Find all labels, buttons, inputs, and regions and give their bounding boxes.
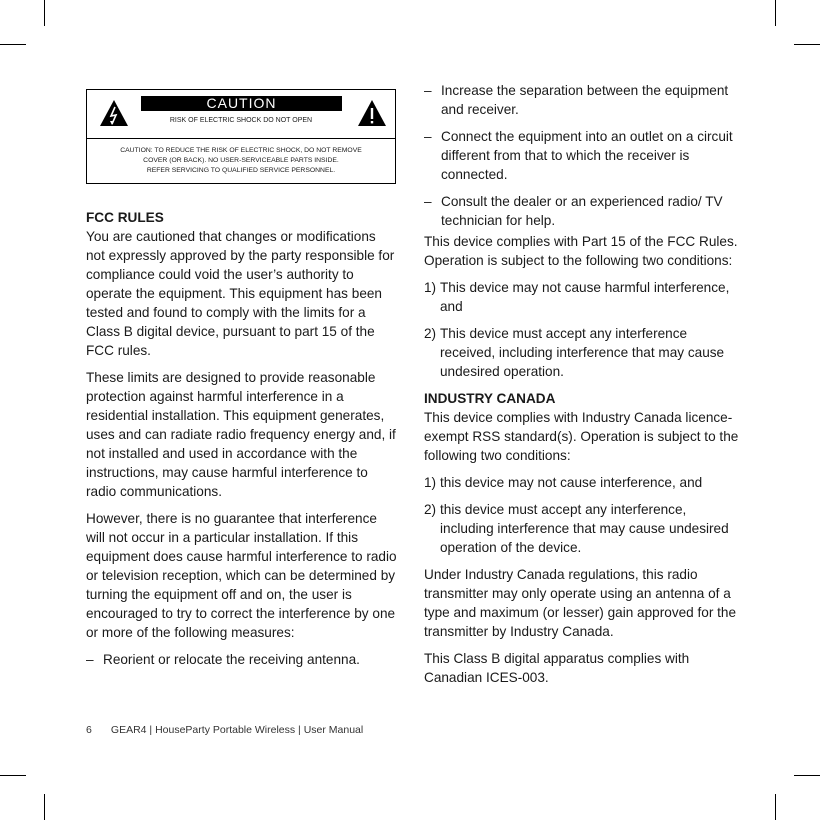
dash-bullet: – — [86, 652, 94, 667]
measure-text: Consult the dealer or an experienced radio/ TV technician for help. — [441, 194, 723, 228]
dash-bullet: – — [424, 129, 432, 144]
caution-warning-text — [87, 146, 395, 176]
crop-mark — [0, 44, 26, 45]
industry-canada-regulation-text: Under Industry Canada regulations, this radio transmitter may only operate using an antenna of a type and maximum (or lesser) gain approved for the transmitter by Industry Canada. — [424, 567, 737, 639]
measure-list-item — [424, 127, 742, 184]
fcc-heading: FCC RULES — [86, 210, 164, 225]
condition-number: 1) — [424, 475, 437, 490]
measure-text: Reorient or relocate the receiving antenna. — [103, 652, 360, 667]
page-footer — [86, 724, 363, 736]
measure-text: Connect the equipment into an outlet on a circuit different from that to which the receiver is connected. — [441, 129, 733, 182]
measure-text: Increase the separation between the equipment and receiver. — [441, 83, 729, 117]
condition-list-item — [424, 500, 742, 557]
industry-canada-heading: INDUSTRY CANADA — [424, 391, 556, 406]
fcc-paragraph: These limits are designed to provide reasonable protection against harmful interference in a residential installation. This equipment generates, uses and can radiate radio frequency energy and, if not installed and used in accordance with the instructions, may cause harmful interference to radio communications. — [86, 370, 396, 499]
condition-list-item — [424, 278, 742, 316]
fcc-paragraph: You are cautioned that changes or modifications not expressly approved by the party responsible for compliance could void the user’s authority to operate the equipment. This equipment has been tested and found to comply with the limits for a Class B digital device, pursuant to part 15 of the FCC rules. — [86, 229, 395, 358]
industry-canada-intro: This device complies with Industry Canada licence-exempt RSS standard(s). Operation is subject to the following two conditions: — [424, 410, 739, 463]
industry-canada-section — [424, 389, 742, 465]
crop-mark — [794, 44, 820, 45]
dash-bullet: – — [424, 194, 432, 209]
caution-subtitle: RISK OF ELECTRIC SHOCK DO NOT OPEN — [169, 117, 313, 124]
caution-label-top — [87, 90, 395, 139]
condition-number: 2) — [424, 326, 437, 341]
right-column — [424, 81, 742, 695]
condition-text: This device may not cause harmful interference, and — [440, 280, 730, 314]
caution-label — [86, 89, 396, 184]
caution-title: CAUTION — [141, 96, 342, 111]
left-column — [86, 208, 398, 677]
industry-canada-ices-text: This Class B digital apparatus complies with Canadian ICES-003. — [424, 651, 690, 685]
fcc-part15-text: This device complies with Part 15 of the FCC Rules. Operation is subject to the following two conditions: — [424, 234, 738, 268]
condition-number: 1) — [424, 280, 437, 295]
condition-text: This device must accept any interference received, including interference that may cause undesired operation. — [440, 326, 725, 379]
fcc-paragraph: However, there is no guarantee that interference will not occur in a particular installation. If this equipment does cause harmful interference to radio or television reception, which can be determined by turning the equipment off and on, the user is encouraged to try to correct the interference by one or more of the following measures: — [86, 511, 397, 640]
measure-list-item — [424, 192, 742, 230]
condition-list-item — [424, 324, 742, 381]
crop-mark — [794, 775, 820, 776]
fcc-section — [86, 208, 398, 360]
crop-mark — [775, 0, 776, 26]
crop-mark — [0, 775, 26, 776]
condition-list-item — [424, 473, 742, 492]
dash-bullet: – — [424, 83, 432, 98]
crop-mark — [775, 794, 776, 820]
condition-text: this device may not cause interference, and — [440, 475, 703, 490]
caution-warning-line: REFER SERVICING TO QUALIFIED SERVICE PERSONNEL. — [146, 167, 336, 174]
condition-text: this device must accept any interference, including interference that may cause undesired operation of the device. — [440, 502, 729, 555]
measure-list-item — [86, 650, 398, 669]
caution-warning-line: CAUTION: TO REDUCE THE RISK OF ELECTRIC SHOCK, DO NOT REMOVE — [120, 147, 362, 154]
page-number: 6 — [86, 724, 92, 736]
footer-text: GEAR4 | HouseParty Portable Wireless | User Manual — [110, 724, 364, 736]
crop-mark — [44, 794, 45, 820]
measure-list-item — [424, 81, 742, 119]
crop-mark — [44, 0, 45, 26]
condition-number: 2) — [424, 502, 437, 517]
caution-warning-line: COVER (OR BACK). NO USER-SERVICEABLE PARTS INSIDE. — [143, 157, 339, 164]
